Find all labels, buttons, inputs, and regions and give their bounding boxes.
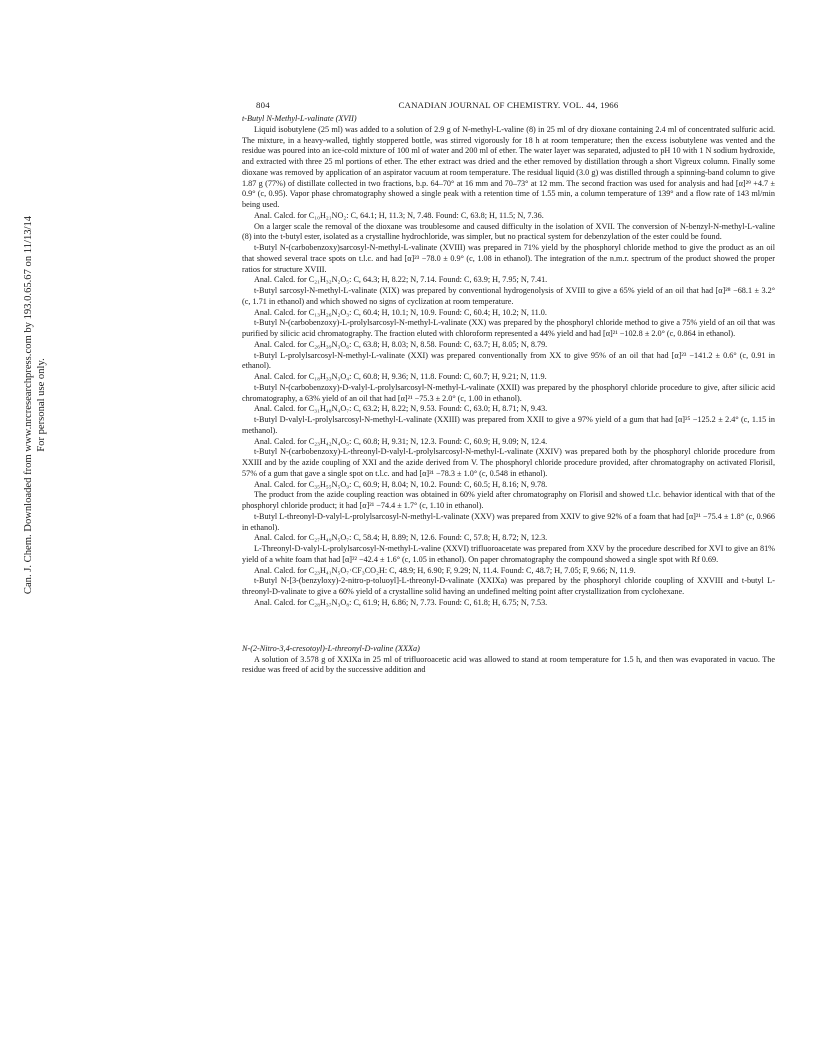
body-paragraph: t-Butyl N-(carbobenzoxy)sarcosyl-N-methyl-L-valinate (XVIII) was prepared in 71% yield by the phosphoryl chloride method to give the product as an oil that showed several trace spots on t.l.c. and had [α]²³ −78.0 ± 0.9° (c, 1.08 in ethanol). The integration of the n.m.r. spectrum of the product showed the proper ratios for structure XVIII.	[242, 243, 775, 274]
body-paragraph: t-Butyl sarcosyl-N-methyl-L-valinate (XIX) was prepared by conventional hydrogenolysis of XVIII to give a 65% yield of an oil that had [α]²⁸ −68.1 ± 3.2° (c, 1.71 in ethanol) and which showed no signs of cyclization at room temperature.	[242, 286, 775, 306]
body-paragraph: t-Butyl N-[3-(benzyloxy)-2-nitro-p-toluoyl]-L-threonyl-D-valinate (XXIXa) was prepared by the phosphoryl chloride coupling of XXVIII and t-butyl L-threonyl-D-valinate to give a 60% yield of a crystalline solid having an undefined melting point after crystallization from cyclohexane.	[242, 576, 775, 596]
body-paragraph: Anal. Calcd. for C₃₅H₅₅N₅O₉: C, 60.9; H, 8.04; N, 10.2. Found: C, 60.5; H, 8.16; N, 9.78.	[254, 479, 548, 489]
body-paragraph: Anal. Calcd. for C₂₆H₃₉N₃O₆: C, 63.8; H, 8.03; N, 8.58. Found: C, 63.7; H, 8.05; N, 8.79.	[254, 339, 548, 349]
download-watermark	[12, 190, 58, 620]
body-paragraph: t-Butyl N-(carbobenzoxy)-L-threonyl-D-valyl-L-prolylsarcosyl-N-methyl-L-valinate (XXIV) was prepared both by the phosphoryl chloride procedure from XXIII and by the azide coupling of XXI and the azide derived from V. The phosphoryl chloride procedure provided, after chromatography on activated Florisil, 57% of a gum that gave a single spot on t.l.c. and had [α]²¹ −78.3 ± 1.0° (c, 0.548 in ethanol).	[242, 447, 775, 478]
body-paragraph: Anal. Calcd. for C₃₁H₄₈N₄O₇: C, 63.2; H, 8.22; N, 9.53. Found: C, 63.0; H, 8.71; N, 9.43.	[254, 404, 548, 414]
journal-page	[242, 100, 775, 676]
body-paragraph: Anal. Calcd. for C₂₁H₃₂N₂O₅: C, 64.3; H, 8.22; N, 7.14. Found: C, 63.9; H, 7.95; N, 7.41.	[254, 275, 548, 285]
body-paragraph: t-Butyl L-threonyl-D-valyl-L-prolylsarcosyl-N-methyl-L-valinate (XXV) was prepared from XXIV to give 92% of a foam that had [α]²¹ −75.4 ± 1.8° (c, 0.966 in ethanol).	[242, 511, 775, 532]
body-paragraph: A solution of 3.578 g of XXIXa in 25 ml of trifluoroacetic acid was allowed to stand at room temperature for 1.5 h, and then was evaporated in vacuo. The residue was freed of acid by the successive addition and	[242, 654, 775, 675]
body-paragraph: Anal. Calcd. for C₂₃H₄₂N₄O₅: C, 60.8; H, 9.31; N, 12.3. Found: C, 60.9; H, 9.09; N, 12.4.	[254, 436, 548, 446]
article-body	[242, 114, 775, 676]
body-paragraph: Anal. Calcd. for C₂₇H₄₉N₅O₇: C, 58.4; H, 8.89; N, 12.6. Found: C, 57.8; H, 8.72; N, 12.3.	[254, 533, 548, 543]
body-paragraph: t-Butyl N-(carbobenzoxy)-L-prolylsarcosyl-N-methyl-L-valinate (XX) was prepared by the phosphoryl chloride method to give a 75% yield of an oil that was purified by silicic acid chromatography. The fraction eluted with chloroform represented a 44% yield and had [α]²¹ −102.8 ± 2.0° (c, 0.864 in ethanol).	[242, 318, 775, 338]
body-paragraph: t-Butyl D-valyl-L-prolylsarcosyl-N-methyl-L-valinate (XXIII) was prepared from XXII to give a 97% yield of a gum that had [α]²⁵ −125.2 ± 2.4° (c, 1.15 in methanol).	[242, 415, 775, 435]
body-paragraph: Anal. Calcd. for C₂₃H₄₁N₅O₇·CF₃CO₂H: C, 48.9; H, 6.90; F, 9.29; N, 11.4. Found: C, 48.7; H, 7.05; F, 9.66; N, 11.9.	[254, 565, 636, 575]
body-paragraph: t-Butyl N-(carbobenzoxy)-D-valyl-L-prolylsarcosyl-N-methyl-L-valinate (XXII) was prepared by the phosphoryl chloride procedure to give, after silicic acid chromatography, a 63% yield of an oil that had [α]²¹ −75.3 ± 2.0° (c, 1.00 in ethanol).	[242, 382, 775, 403]
running-header	[242, 100, 775, 114]
section-heading: N-(2-Nitro-3,4-cresotoyl)-L-threonyl-D-valine (XXXa)	[242, 643, 420, 653]
body-paragraph: t-Butyl L-prolylsarcosyl-N-methyl-L-valinate (XXI) was prepared conventionally from XX to give 95% of an oil that had [α]²³ −141.2 ± 0.6° (c, 0.91 in ethanol).	[242, 350, 775, 371]
body-paragraph: Anal. Calcd. for C₁₃H₂₆N₂O₃: C, 60.4; H, 10.1; N, 10.9. Found: C, 60.4; H, 10.2; N, 11.0.	[254, 307, 547, 317]
body-paragraph: On a larger scale the removal of the dioxane was troublesome and caused difficulty in the isolation of XVII. The conversion of N-benzyl-N-methyl-L-valine (8) into the t-butyl ester, isolated as a crystalline hydrochloride, was simpler, but no practical system for debenzylation of the ester could be found.	[242, 221, 775, 242]
body-paragraph: The product from the azide coupling reaction was obtained in 60% yield after chromatography on Florisil and showed t.l.c. behavior identical with that of the phosphoryl chloride product; it had [α]²¹ −74.4 ± 1.7° (c, 1.10 in ethanol).	[242, 490, 775, 510]
watermark-line-1: Can. J. Chem. Downloaded from www.nrcresearchpress.com by 193.0.65.67 on 11/13/14	[23, 215, 34, 595]
body-paragraph: Anal. Calcd. for C₂₈H₃₇N₃O₈: C, 61.9; H, 6.86; N, 7.73. Found: C, 61.8; H, 6.75; N, 7.53.	[254, 597, 548, 607]
body-paragraph: Liquid isobutylene (25 ml) was added to a solution of 2.9 g of N-methyl-L-valine (8) in 25 ml of dry dioxane containing 2.4 ml of concentrated sulfuric acid. The mixture, in a heavy-walled, tightly stoppered bottle, was stirred vigorously for 18 h at room temperature; then the excess isobutylene was vented and the residue was poured into an ice-cold mixture of 100 ml of water and 200 ml of ether. The water layer was separated, adjusted to pH 10 with 1 N sodium hydroxide, and extracted with three 25 ml portions of ether. The ether extract was dried and the ether removed by distillation through a short Vigreux column. Finally some dioxane was removed by application of an aspirator vacuum at room temperature. The residual liquid (3.0 g) was distilled through a spinning-band column to give 1.87 g (77%) of distillate collected in two fractions, b.p. 64–70° at 16 mm and 70–73° at 12 mm. The second fraction was used for analysis and had [α]²⁹ +4.7 ± 0.9° (c, 0.95). Vapor phase chromatography showed a single peak with a retention time of 1.55 min, a column temperature of 139° and a flow rate of 143 ml/min being used.	[242, 124, 775, 209]
section-spacer	[242, 617, 775, 636]
body-paragraph: Anal. Calcd. for C₁₀H₂₁NO₂: C, 64.1; H, 11.3; N, 7.48. Found: C, 63.8; H, 11.5; N, 7.36.	[254, 210, 544, 220]
watermark-line-2: For personal use only.	[36, 358, 47, 452]
body-paragraph: L-Threonyl-D-valyl-L-prolylsarcosyl-N-methyl-L-valine (XXVI) trifluoroacetate was prepared from XXV by the procedure described for XVI to give an 81% yield of a white foam that had [α]²² −42.4 ± 1.6° (c, 1.05 in ethanol). On paper chromatography the compound showed a single spot with Rf 0.69.	[242, 544, 775, 564]
running-head-title: CANADIAN JOURNAL OF CHEMISTRY. VOL. 44, 1966	[398, 100, 619, 110]
body-paragraph: Anal. Calcd. for C₁₈H₃₃N₃O₄: C, 60.8; H, 9.36; N, 11.8. Found: C, 60.7; H, 9.21; N, 11.9.	[254, 372, 547, 381]
section-heading: t-Butyl N-Methyl-L-valinate (XVII)	[242, 114, 357, 123]
page-number: 804	[256, 100, 270, 110]
